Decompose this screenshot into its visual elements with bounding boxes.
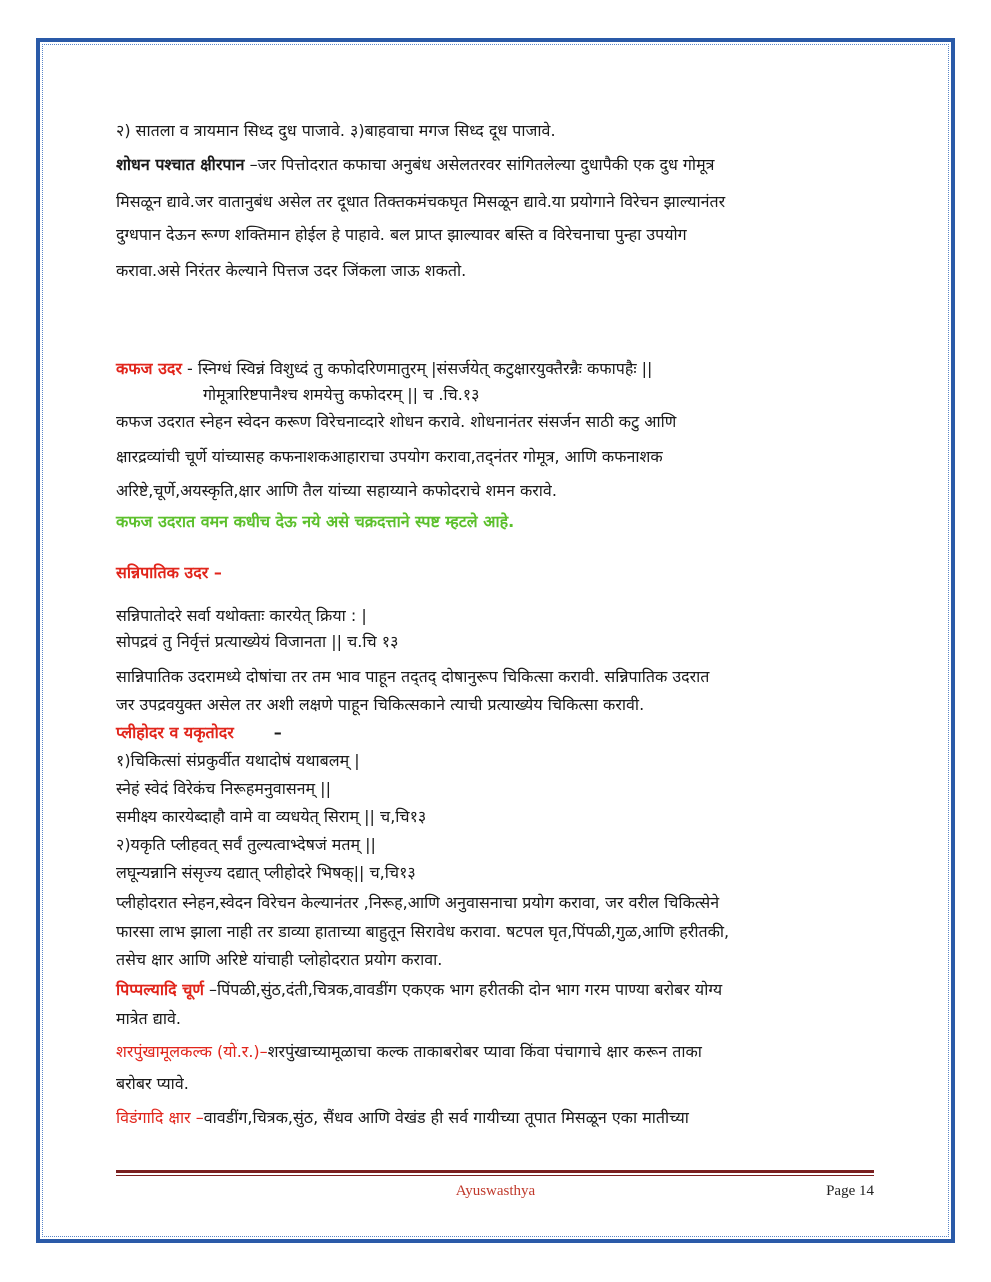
verse-line: समीक्ष्य कारयेब्दाहौ वामे वा व्यधयेत् सिराम् || च,चि१३ (116, 807, 427, 826)
section-heading: पिप्पल्यादि चूर्ण (116, 980, 204, 999)
paragraph-line (116, 359, 652, 379)
paragraph-line: दुग्धपान देऊन रूग्ण शक्तिमान होईल हे पाहावे. बल प्राप्त झाल्यावर बस्ति व विरेचनाचा पुन्हा उपयोग (116, 225, 687, 244)
section-heading: शोधन पश्चात क्षीरपान (116, 155, 245, 174)
section-heading: प्लीहोदर व यकृतोदर (116, 723, 234, 742)
section-heading: विडंगादि क्षार – (116, 1108, 204, 1127)
paragraph-line (116, 723, 282, 743)
paragraph-line: मात्रेत द्यावे. (116, 1009, 181, 1028)
paragraph-line: कफज उदरात स्नेहन स्वेदन करूण विरेचनाव्दारे शोधन करावे. शोधनानंतर संसर्जन साठी कटु आणि (116, 412, 677, 431)
footer-title: Ayuswasthya (455, 1183, 536, 1199)
paragraph-text: वावडींग,चित्रक,सुंठ, सैंधव आणि वेखंड ही सर्व गायीच्या तूपात मिसळून एका मातीच्या (203, 1108, 689, 1127)
paragraph-text: –जर पित्तोदरात कफाचा अनुबंध असेलतरवर सांगितलेल्या दुधापैकी एक दुध गोमूत्र (244, 155, 715, 174)
verse-line: सोपद्रवं तु निर्वृत्तं प्रत्याख्येयं विजानता || च.चि १३ (116, 632, 399, 651)
paragraph-line: अरिष्टे,चूर्णे,अयस्कृति,क्षार आणि तैल यांच्या सहाय्याने कफोदराचे शमन करावे. (116, 481, 557, 500)
paragraph-line: क्षारद्रव्यांची चूर्णे यांच्यासह कफनाशकआहाराचा उपयोग करावा,तद्नंतर गोमूत्र, आणि कफनाशक (116, 447, 663, 466)
paragraph-line (116, 1042, 702, 1062)
footer-rule-thin (116, 1175, 874, 1176)
verse-line: लघून्यन्नानि संसृज्य दद्यात् प्लीहोदरे भिषक्|| च,चि१३ (116, 863, 416, 882)
paragraph-line: सान्निपातिक उदरामध्ये दोषांचा तर तम भाव पाहून तद्तद् दोषानुरूप चिकित्सा करावी. सन्निपातिक उदरात (116, 667, 710, 686)
paragraph-line: करावा.असे निरंतर केल्याने पित्तज उदर जिंकला जाऊ शकतो. (116, 261, 467, 280)
footer-rule (116, 1170, 874, 1173)
page-number: Page 14 (826, 1183, 874, 1199)
paragraph-line: मिसळून द्यावे.जर वातानुबंध असेल तर दूधात तिक्तकमंचकघृत मिसळून द्यावे.या प्रयोगाने विरेचन झाल्यानंतर (116, 192, 726, 211)
paragraph-line (116, 1108, 689, 1128)
paragraph-line (116, 155, 714, 175)
paragraph-text: शरपुंखाच्यामूळाचा कल्क ताकाबरोबर प्यावा किंवा पंचागाचे क्षार करून ताका (267, 1042, 702, 1061)
section-heading: शरपुंखामूलकल्क (यो.र.)– (116, 1042, 268, 1061)
verse-line: गोमूत्रारिष्टपानैश्च शमयेत्तु कफोदरम् || च .चि.१३ (203, 385, 480, 404)
section-heading: सन्निपातिक उदर – (116, 563, 222, 582)
paragraph-line: फारसा लाभ झाला नाही तर डाव्या हाताच्या बाहुतून सिरावेध करावा. षटपल घृत,पिंपळी,गुळ,आणि हरीतकी, (116, 922, 730, 941)
paragraph-text: –पिंपळी,सुंठ,दंती,चित्रक,वावडींग एकएक भाग हरीतकी दोन भाग गरम पाण्या बरोबर योग्य (203, 980, 723, 999)
verse-line: १)चिकित्सां संप्रकुर्वीत यथादोषं यथाबलम् | (116, 751, 360, 770)
paragraph-line: २) सातला व त्रायमान सिध्द दुध पाजावे. ३)बाहवाचा मगज सिध्द दूध पाजावे. (116, 121, 556, 140)
verse-line: २)यकृति प्लीहवत् सर्वं तुल्यत्वाभ्देषजं मतम् || (116, 835, 376, 854)
paragraph-line: तसेच क्षार आणि अरिष्टे यांचाही प्लोहोदरात प्रयोग करावा. (116, 950, 443, 969)
verse-line: स्नेहं स्वेदं विरेकंच निरूहमनुवासनम् || (116, 779, 331, 798)
paragraph-line: प्लीहोदरात स्नेहन,स्वेदन विरेचन केल्यानंतर ,निरूह,आणि अनुवासनाचा प्रयोग करावा, जर वरील चिकित्सेने (116, 893, 720, 912)
paragraph-line: बरोबर प्यावे. (116, 1074, 189, 1093)
section-heading: कफज उदर (116, 359, 182, 378)
paragraph-line: जर उपद्रवयुक्त असेल तर अशी लक्षणे पाहून चिकित्सकाने त्याची प्रत्याख्येय चिकित्सा करावी. (116, 695, 645, 714)
heading-dash: – (273, 723, 282, 742)
verse-line: सन्निपातोदरे सर्वा यथोक्ताः कारयेत् क्रिया : | (116, 606, 367, 625)
paragraph-line (116, 980, 722, 1000)
verse-text: - स्निग्धं स्विन्नं विशुध्दं तु कफोदरिणमातुरम् |संसर्जयेत् कटुक्षारयुक्तैरन्नैः कफापहैः || (181, 359, 653, 378)
highlight-note: कफज उदरात वमन कधीच देऊ नये असे चक्रदत्ताने स्पष्ट म्हटले आहे. (116, 512, 515, 531)
